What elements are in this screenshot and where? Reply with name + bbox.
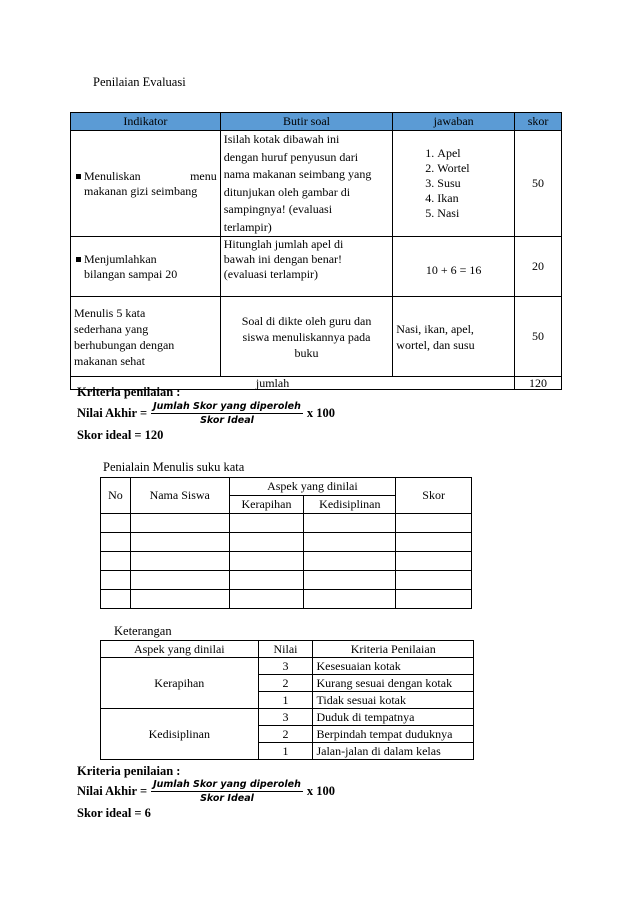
aspek-cell: Kedisiplinan [101,709,259,760]
formula-fraction: $\frac{\text{Jumlah Skor yang diperoleh}}{\text{Skor Ideal}}$ [153,401,301,426]
header-indikator: Indikator [71,113,221,131]
answer-list [411,146,511,221]
criteria-table-header: Aspek yang dinilai Nilai Kriteria Penilaian [101,641,474,658]
total-label: jumlah [71,377,515,390]
formula-fraction: $\frac{\text{Jumlah Skor yang diperoleh}}{\text{Skor Ideal}}$ [153,779,301,804]
skor-ideal: Skor ideal = 6 [77,806,151,820]
skor-cell: 20 [515,237,562,297]
bullet-icon [76,257,81,262]
criteria-title: Kriteria penilaian : [77,764,181,778]
header-skor: skor [515,113,562,131]
skor-ideal: Skor ideal = 120 [77,428,164,442]
header-skor: Skor [396,478,472,514]
table-row: 2 Kurang sesuai dengan kotak [101,675,474,692]
criteria-table [100,640,474,760]
evaluation-table-header [71,113,562,131]
butir-cell: Soal di dikte oleh guru dan siswa menuliskannya pada buku [220,297,393,377]
total-value: 120 [515,377,562,390]
header-jawaban: jawaban [393,113,515,131]
table-row [71,131,562,237]
header-kerapihan: Kerapihan [229,496,304,514]
header-butir-soal: Butir soal [220,113,393,131]
indikator-cell: Menjumlahkan bilangan sampai 20 [71,237,221,297]
table-row [71,237,562,297]
aspek-cell: Kerapihan [101,658,259,709]
jawaban-cell: Nasi, ikan, apel, wortel, dan susu [393,297,515,377]
list-item: 2. Wortel [437,161,511,176]
indikator-cell: Menulis 5 kata sederhana yang berhubungan dengan makanan sehat [71,297,221,377]
header-no: No [101,478,131,514]
table-row: 2 Berpindah tempat duduknya [101,726,474,743]
formula: Nilai Akhir = $\frac{\text{Jumlah Skor yang diperoleh}}{\text{Skor Ideal}}$ x 100 [77,401,335,426]
list-item: 5. Nasi [437,206,511,221]
table-row: Kedisiplinan 3 Duduk di tempatnya [101,709,474,726]
indikator-cell: Menuliskan menu makanan gizi seimbang [71,131,221,237]
list-item: 1. Apel [437,146,511,161]
formula: Nilai Akhir = $\frac{\text{Jumlah Skor yang diperoleh}}{\text{Skor Ideal}}$ x 100 [77,779,335,804]
table-row: 1 Tidak sesuai kotak [101,692,474,709]
table-row [101,552,472,571]
section-title: Penialain Menulis suku kata [103,460,245,474]
table-row: Kerapihan 3 Kesesuaian kotak [101,658,474,675]
skor-cell: 50 [515,297,562,377]
table-row: 1 Jalan-jalan di dalam kelas [101,743,474,760]
table-row [101,514,472,533]
bullet-icon [76,174,81,179]
skor-cell: 50 [515,131,562,237]
evaluation-table [70,112,562,390]
butir-cell: Hitunglah jumlah apel di bawah ini dengan benar! (evaluasi terlampir) [220,237,393,297]
header-aspek: Aspek yang dinilai [229,478,396,496]
jawaban-cell [393,131,515,237]
header-nama-siswa: Nama Siswa [130,478,229,514]
score-sheet-table [100,477,472,609]
jawaban-cell: 10 + 6 = 16 [393,237,515,297]
table-row [101,590,472,609]
butir-cell: Isilah kotak dibawah ini dengan huruf penyusun dari nama makanan seimbang yang ditunjukan oleh gambar di sampingnya! (evaluasi terlampir) [220,131,393,237]
table-row [71,297,562,377]
header-kedisiplinan: Kedisiplinan [304,496,396,514]
table-row [101,571,472,590]
section-title: Keterangan [114,624,172,638]
list-item: 4. Ikan [437,191,511,206]
list-item: 3. Susu [437,176,511,191]
table-row [101,533,472,552]
criteria-title: Kriteria penilaian : [77,385,181,399]
page-heading: Penilaian Evaluasi [93,75,186,89]
